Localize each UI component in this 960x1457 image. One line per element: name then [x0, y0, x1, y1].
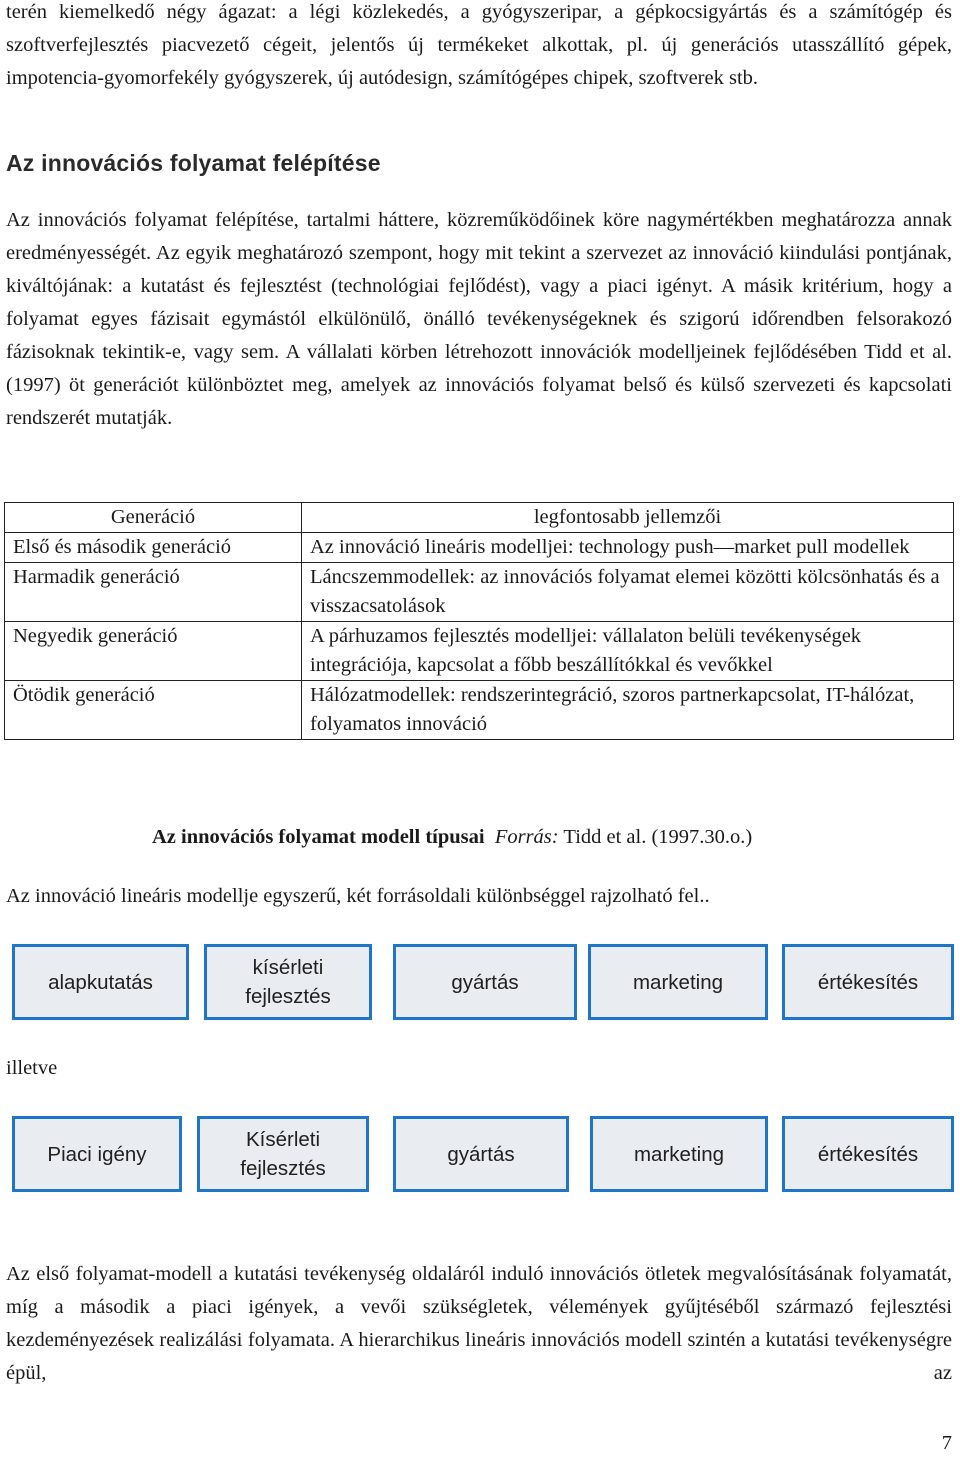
- flow-box: értékesítés: [782, 1116, 954, 1192]
- section-heading: Az innovációs folyamat felépítése: [6, 150, 381, 176]
- table-row: [5, 622, 954, 681]
- flow-box: Kísérleti fejlesztés: [197, 1116, 369, 1192]
- flow-box: marketing: [590, 1116, 768, 1192]
- caption-title: Az innovációs folyamat modell típusai: [152, 826, 485, 848]
- flow-box: gyártás: [393, 1116, 569, 1192]
- table-cell-characteristics: A párhuzamos fejlesztés modelljei: vállalaton belüli tevékenységek integrációja, kapcsolat a főbb beszállítókkal és vevőkkel: [302, 622, 954, 681]
- intro-paragraph: terén kiemelkedő négy ágazat: a légi közlekedés, a gyógyszeripar, a gépkocsigyártás és a számítógép és szoftverfejlesztés piacvezető cégeit, jelentős új termékeket alkottak, pl. új generációs utasszállító gépek, impotencia-gyomorfekély gyógyszerek, új autódesign, számítógépes chipek, szoftverek stb.: [6, 1, 952, 89]
- flow-box: marketing: [588, 944, 768, 1020]
- table-row: [5, 533, 954, 563]
- table-row: [5, 681, 954, 740]
- table-caption: [152, 826, 752, 849]
- flow-box: alapkutatás: [12, 944, 189, 1020]
- table-header-characteristics: legfontosabb jellemzői: [302, 503, 954, 533]
- between-label: illetve: [6, 1057, 58, 1079]
- table-cell-characteristics: Hálózatmodellek: rendszerintegráció, szoros partnerkapcsolat, IT-hálózat, folyamatos innováció: [302, 681, 954, 740]
- table-header-row: [5, 503, 954, 533]
- flow-box: kísérleti fejlesztés: [204, 944, 372, 1020]
- closing-paragraph: Az első folyamat-modell a kutatási tevékenység oldaláról induló innovációs ötletek megvalósításának folyamatát, míg a második a piaci igények, a vevői szükségletek, vélemények gyűjtéséből származó fejlesztési kezdeményezések realizálási folyamata. A hierarchikus lineáris innovációs modell szintén a kutatási tevékenységre épül, az: [6, 1263, 952, 1384]
- table-cell-generation: Negyedik generáció: [5, 622, 302, 681]
- table-cell-generation: Ötödik generáció: [5, 681, 302, 740]
- table-cell-characteristics: Az innováció lineáris modelljei: technology push—market pull modellek: [302, 533, 954, 563]
- caption-source-text: Tidd et al. (1997.30.o.): [563, 826, 753, 848]
- caption-source-label: Forrás:: [494, 826, 559, 848]
- generations-table: [4, 502, 954, 740]
- page-number: 7: [941, 1432, 952, 1454]
- table-cell-characteristics: Láncszemmodellek: az innovációs folyamat elemei közötti kölcsönhatás és a visszacsatolások: [302, 563, 954, 622]
- body-paragraph: Az innovációs folyamat felépítése, tartalmi háttere, közreműködőinek köre nagymértékben meghatározza annak eredményességét. Az egyik meghatározó szempont, hogy mit tekint a szervezet az innováció kiindulási pontjának, kiváltójának: a kutatást és fejlesztést (technológiai fejlődést), vagy a piaci igényt. A másik kritérium, hogy a folyamat egyes fázisait egymástól elkülönülő, önálló tevékenységeknek és szigorú időrendben felsorakozó fázisoknak tekintik-e, vagy sem. A vállalati körben létrehozott innovációk modelljeinek fejlődésében Tidd et al. (1997) öt generációt különböztet meg, amelyek az innovációs folyamat belső és külső szervezeti és kapcsolati rendszerét mutatják.: [6, 209, 952, 429]
- linear-model-sentence: Az innováció lineáris modellje egyszerű, két forrásoldali különbséggel rajzolható fel..: [6, 885, 710, 907]
- flow-box: gyártás: [393, 944, 577, 1020]
- flow-diagram-research: [0, 944, 960, 1034]
- table-cell-generation: Első és második generáció: [5, 533, 302, 563]
- flow-box: értékesítés: [782, 944, 954, 1020]
- table-row: [5, 563, 954, 622]
- table-cell-generation: Harmadik generáció: [5, 563, 302, 622]
- flow-box: Piaci igény: [12, 1116, 182, 1192]
- flow-diagram-market: [0, 1116, 960, 1206]
- table-header-generation: Generáció: [5, 503, 302, 533]
